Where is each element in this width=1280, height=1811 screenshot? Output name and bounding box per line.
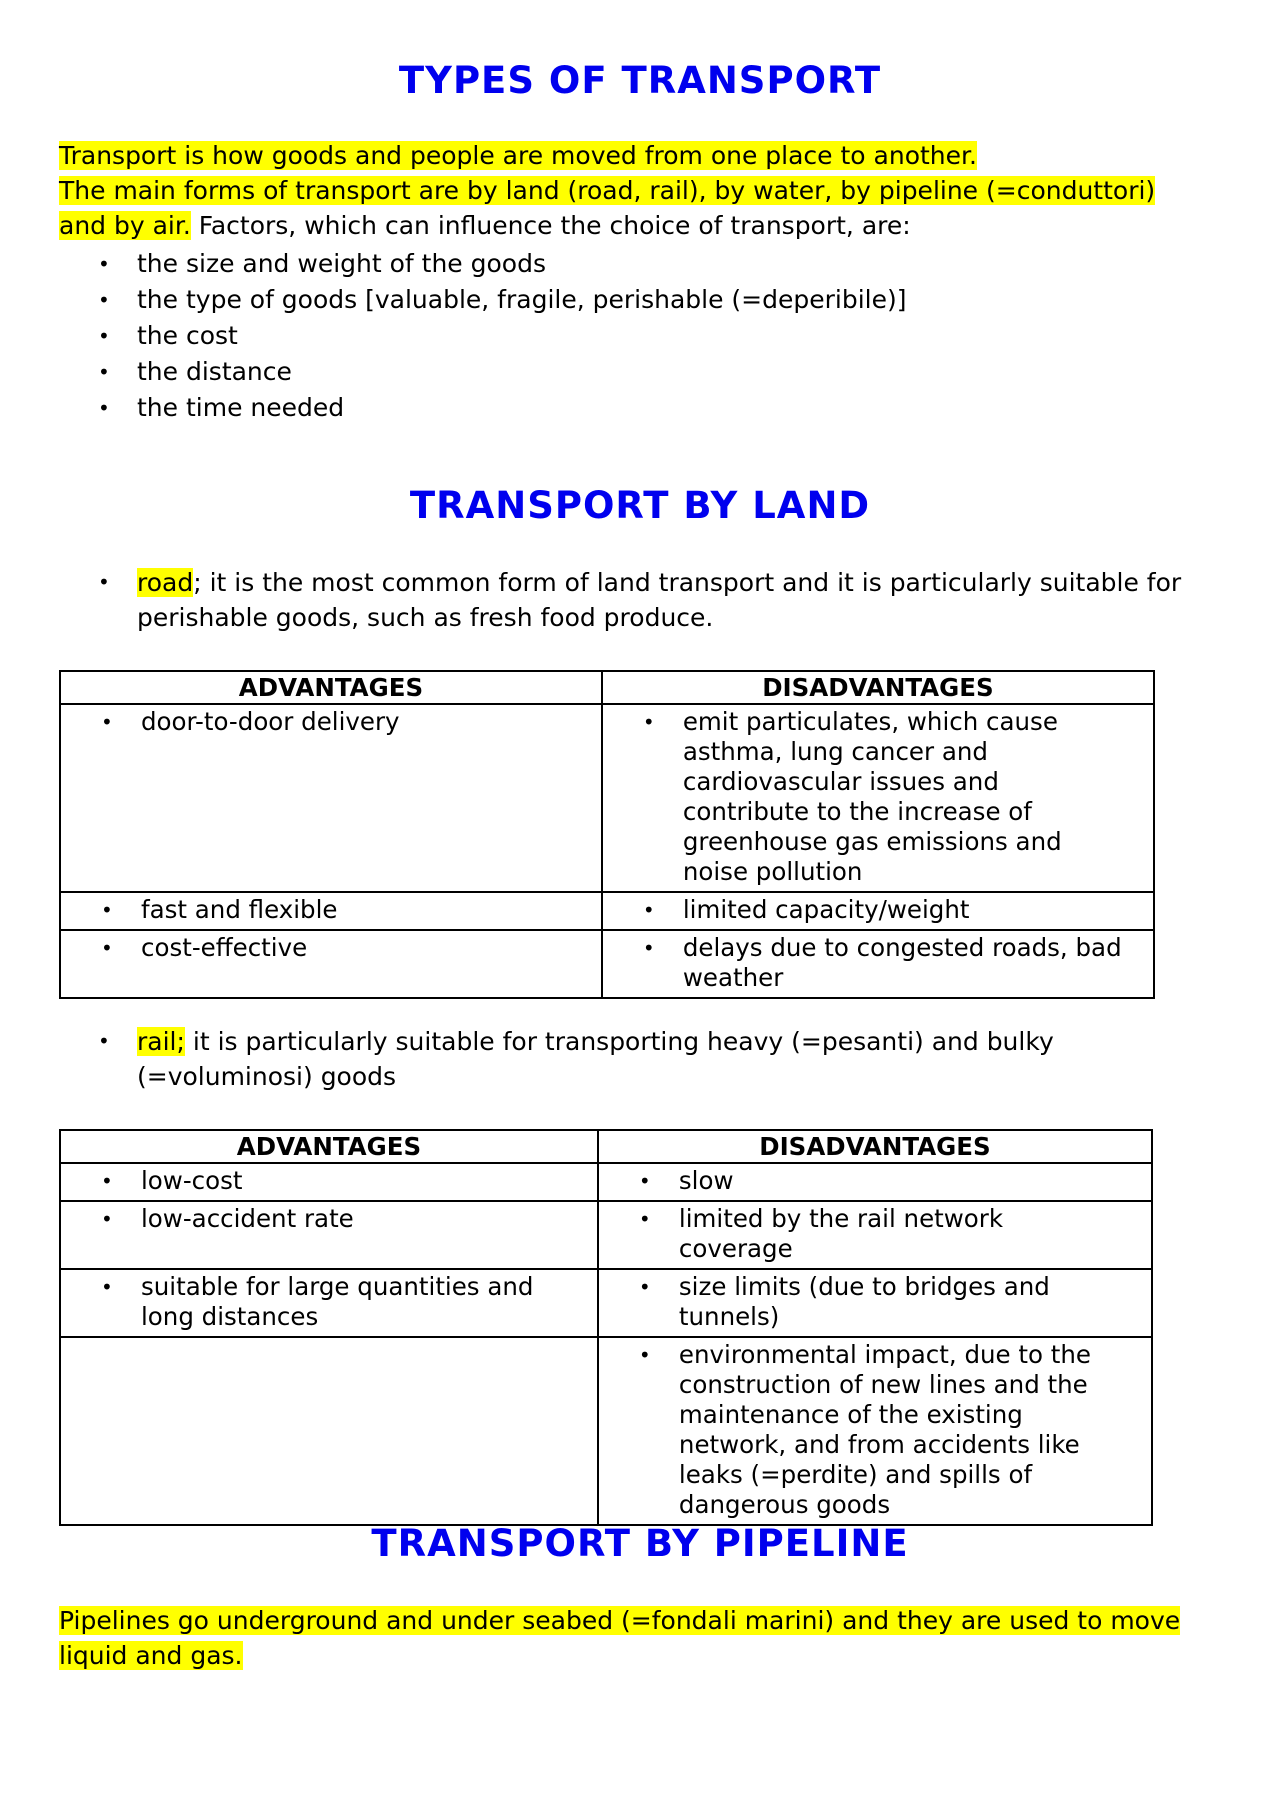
factors-list — [59, 246, 907, 426]
list-item: • the cost — [59, 318, 907, 354]
intro-paragraph — [59, 138, 1239, 243]
table-row: • low-cost • slow — [60, 1163, 1152, 1201]
rail-keyword: rail; — [137, 1027, 185, 1056]
list-item: • the time needed — [59, 390, 907, 426]
rail-disadvantages-header: DISADVANTAGES — [598, 1130, 1152, 1163]
road-bullet — [59, 565, 1239, 635]
list-item: • the type of goods [valuable, fragile, perishable (=deperibile)] — [59, 282, 907, 318]
intro-line-3-rest: Factors, which can influence the choice of transport, are: — [190, 211, 911, 240]
table-row: • fast and flexible • limited capacity/weight — [60, 892, 1154, 930]
table-row: • door-to-door delivery • emit particulates, which cause asthma, lung cancer and cardiovascular issues and contribute to the increase of greenhouse gas emissions and noise pollution — [60, 704, 1154, 892]
list-item: • the size and weight of the goods — [59, 246, 907, 282]
table-row: • low-accident rate • limited by the rail network coverage — [60, 1201, 1152, 1269]
rail-table — [59, 1129, 1153, 1526]
table-row: • cost-effective • delays due to congested roads, bad weather — [60, 930, 1154, 998]
list-item: • the distance — [59, 354, 907, 390]
rail-advantages-header: ADVANTAGES — [60, 1130, 598, 1163]
road-disadvantages-header: DISADVANTAGES — [602, 671, 1154, 704]
list-item: • road; it is the most common form of land transport and it is particularly suitable for perishable goods, such as fresh food produce. — [59, 565, 1239, 635]
table-row: • environmental impact, due to the construction of new lines and the maintenance of the existing network, and from accidents like leaks (=perdite) and spills of dangerous goods — [60, 1337, 1152, 1525]
heading-types-of-transport: TYPES OF TRANSPORT — [398, 59, 882, 102]
list-item: • rail; it is particularly suitable for transporting heavy (=pesanti) and bulky (=voluminosi) goods — [59, 1024, 1239, 1094]
road-advantages-header: ADVANTAGES — [60, 671, 602, 704]
pipeline-paragraph: Pipelines go underground and under seabed (=fondali marini) and they are used to move liquid and gas. — [59, 1606, 1181, 1670]
intro-line-2: The main forms of transport are by land (road, rail), by water, by pipeline (=conduttori) — [59, 176, 1156, 205]
heading-transport-by-land: TRANSPORT BY LAND — [409, 484, 871, 527]
table-row: • suitable for large quantities and long distances • size limits (due to bridges and tunnels) — [60, 1269, 1152, 1337]
heading-transport-by-pipeline: TRANSPORT BY PIPELINE — [371, 1522, 909, 1565]
road-keyword: road — [137, 568, 194, 597]
road-table — [59, 670, 1155, 999]
intro-line-3-highlight: and by air. — [59, 211, 191, 240]
intro-line-1: Transport is how goods and people are moved from one place to another. — [59, 141, 977, 170]
rail-bullet — [59, 1024, 1239, 1094]
